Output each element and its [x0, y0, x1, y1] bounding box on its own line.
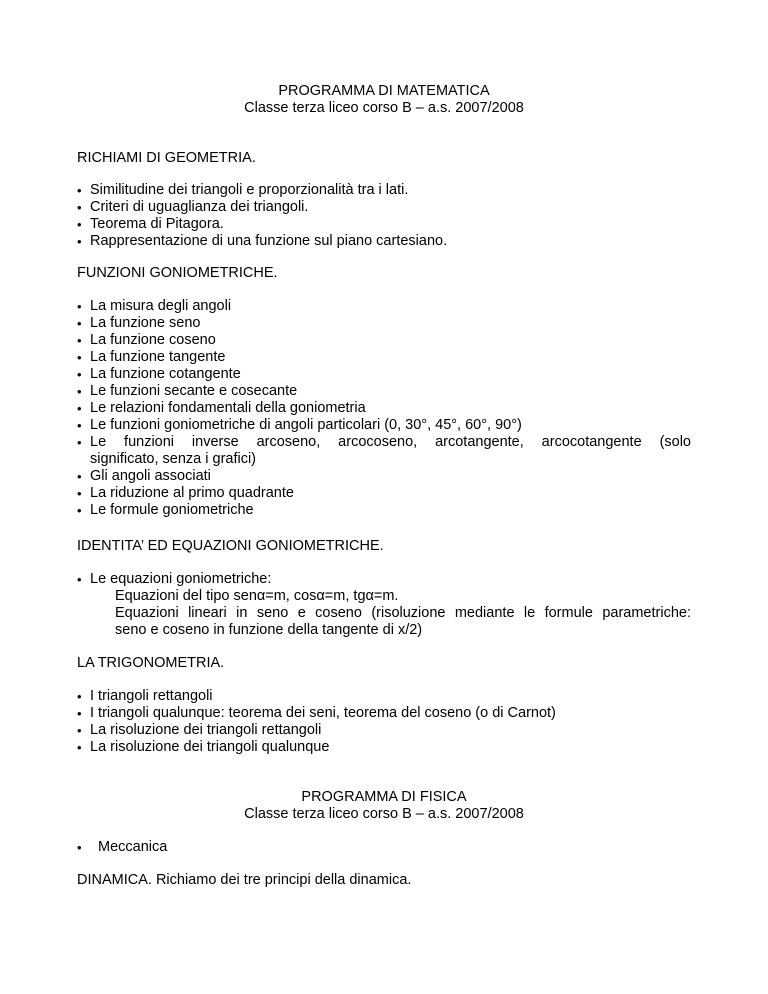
- list-item: • La risoluzione dei triangoli rettangoli: [77, 722, 691, 739]
- list-item: • La funzione seno: [77, 315, 691, 332]
- list-trigonometria: [77, 688, 691, 756]
- section-heading-trigonometria: LA TRIGONOMETRIA.: [77, 655, 225, 671]
- physics-title: PROGRAMMA DI FISICA: [301, 789, 467, 805]
- equation-line: Equazioni del tipo senα=m, cosα=m, tgα=m.: [115, 588, 399, 604]
- equation-line: Equazioni lineari in seno e coseno (risoluzione mediante le formule parametriche:: [115, 605, 691, 621]
- list-item: • Criteri di uguaglianza dei triangoli.: [77, 199, 691, 216]
- list-geometria: [77, 182, 691, 250]
- list-item: • I triangoli qualunque: teorema dei seni, teorema del coseno (o di Carnot): [77, 705, 691, 722]
- equation-line: seno e coseno in funzione della tangente di x/2): [115, 622, 423, 638]
- list-item: • La risoluzione dei triangoli qualunque: [77, 739, 691, 756]
- list-item: • La misura degli angoli: [77, 298, 691, 315]
- list-item: • Le relazioni fondamentali della goniometria: [77, 400, 691, 417]
- list-item: • Meccanica: [77, 839, 691, 856]
- list-item: • Similitudine dei triangoli e proporzionalità tra i lati.: [77, 182, 691, 199]
- dinamica-line: DINAMICA. Richiamo dei tre principi della dinamica.: [77, 872, 412, 888]
- list-item: • Teorema di Pitagora.: [77, 216, 691, 233]
- list-item: • La funzione cotangente: [77, 366, 691, 383]
- list-item: • Le funzioni goniometriche di angoli particolari (0, 30°, 45°, 60°, 90°): [77, 417, 691, 434]
- math-subtitle: Classe terza liceo corso B – a.s. 2007/2008: [244, 100, 524, 116]
- list-item: • La riduzione al primo quadrante: [77, 485, 691, 502]
- list-item: • Rappresentazione di una funzione sul piano cartesiano.: [77, 233, 691, 250]
- list-equazioni: [77, 571, 691, 588]
- list-item: • Le equazioni goniometriche:: [77, 571, 691, 588]
- list-item: • Le funzioni inverse arcoseno, arcocoseno, arcotangente, arcocotangente (solo: [77, 434, 691, 451]
- list-item-continuation-text: significato, senza i grafici): [90, 451, 257, 467]
- list-item: • Le funzioni secante e cosecante: [77, 383, 691, 400]
- math-title: PROGRAMMA DI MATEMATICA: [278, 83, 490, 99]
- list-item: • Le formule goniometriche: [77, 502, 691, 519]
- physics-subtitle: Classe terza liceo corso B – a.s. 2007/2008: [244, 806, 524, 822]
- section-heading-goniometriche: FUNZIONI GONIOMETRICHE.: [77, 265, 278, 281]
- list-fisica: [77, 839, 691, 856]
- list-goniometriche: [77, 298, 691, 519]
- section-heading-equazioni: IDENTITA’ ED EQUAZIONI GONIOMETRICHE.: [77, 538, 384, 554]
- list-item-continuation: [77, 451, 691, 468]
- section-heading-geometria: RICHIAMI DI GEOMETRIA.: [77, 150, 256, 166]
- list-item: • La funzione coseno: [77, 332, 691, 349]
- list-item: • La funzione tangente: [77, 349, 691, 366]
- list-item: • I triangoli rettangoli: [77, 688, 691, 705]
- list-item: • Gli angoli associati: [77, 468, 691, 485]
